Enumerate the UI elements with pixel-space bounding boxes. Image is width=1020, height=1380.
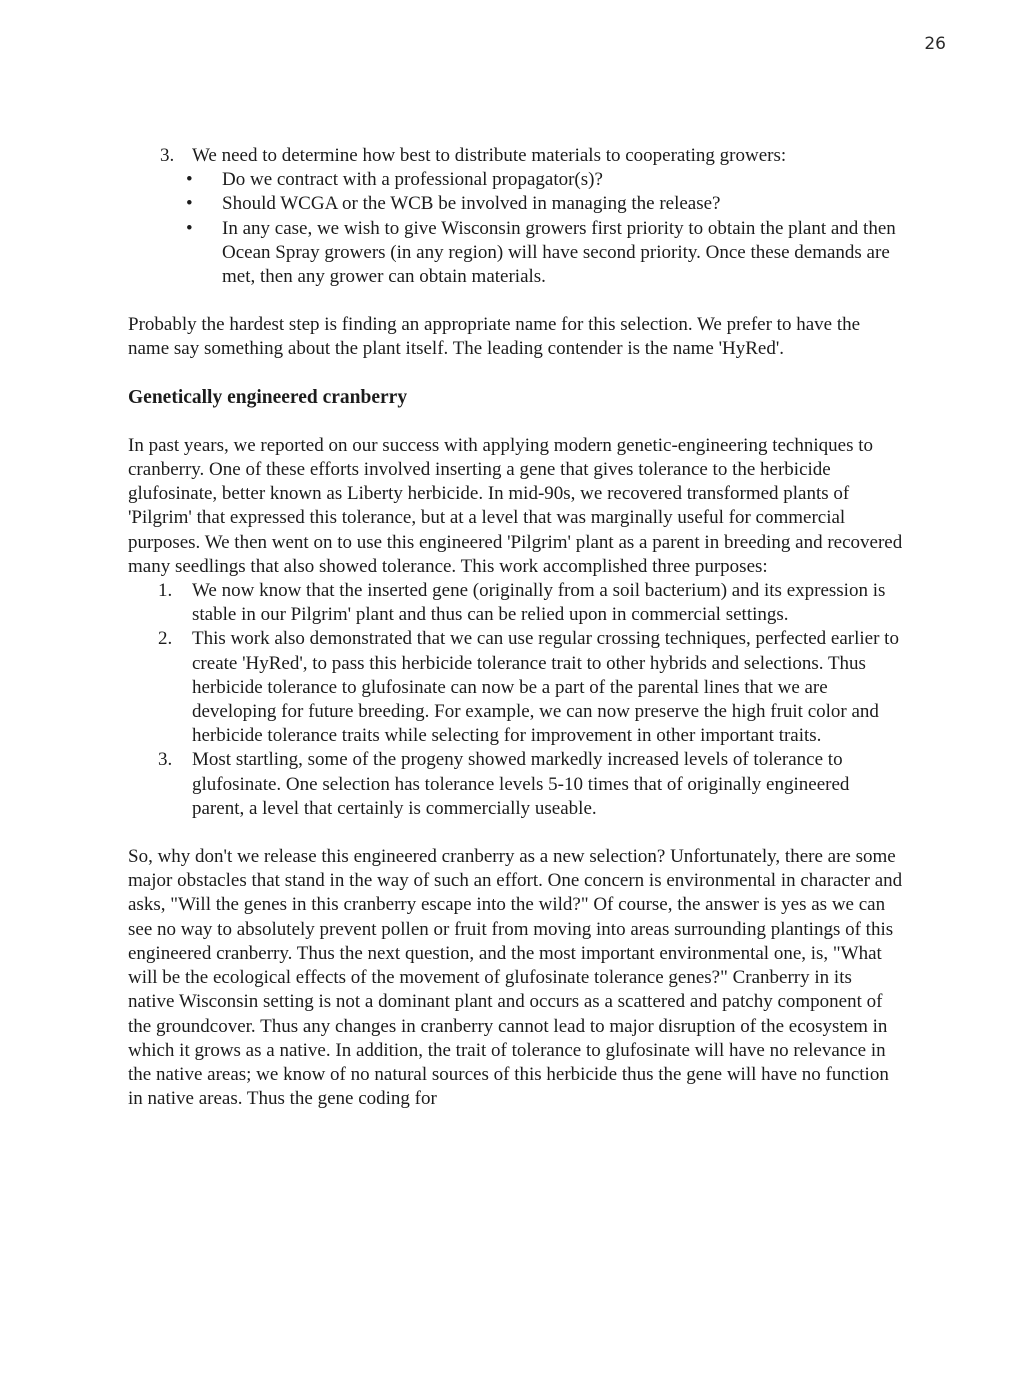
bullet-text: Should WCGA or the WCB be involved in managing the release? (222, 193, 721, 215)
intro-paragraph: In past years, we reported on our success with applying modern genetic-engineering techniques to cranberry. One of these efforts involved inserting a gene that gives tolerance to the herbicide glufosinate, better known as Liberty herbicide. In mid-90s, we recovered transformed plants of 'Pilgrim' that expressed this tolerance, but at a level that was marginally useful for commercial purposes. We then went on to use this engineered 'Pilgrim' plant as a parent in breeding and recovered many seedlings that also showed tolerance. This work accomplished three purposes: (128, 434, 903, 577)
item-number: 3. (160, 145, 175, 166)
purpose-item (128, 579, 903, 627)
purpose-number: 3. (158, 749, 173, 771)
item-text: We need to determine how best to distribute materials to cooperating growers: (192, 145, 787, 166)
purpose-number: 1. (158, 580, 173, 602)
bullet-icon: • (186, 169, 193, 191)
section-heading: Genetically engineered cranberry (128, 386, 408, 408)
bullet-item (128, 168, 903, 192)
document-body (128, 144, 903, 1111)
purposes-list (128, 579, 903, 821)
purpose-text: We now know that the inserted gene (originally from a soil bacterium) and its expression is stable in our Pilgrim' plant and thus can be relied upon in commercial settings. (192, 580, 886, 626)
bullet-text: In any case, we wish to give Wisconsin growers first priority to obtain the plant and then Ocean Spray growers (in any region) will have second priority. Once these demands are met, then any grower can obtain materials. (222, 217, 896, 288)
purpose-item (128, 627, 903, 748)
release-paragraph: So, why don't we release this engineered cranberry as a new selection? Unfortunately, there are some major obstacles that stand in the way of such an effort. One concern is environmental in character and asks, "Will the genes in this cranberry escape into the wild?" Of course, the answer is yes as we can see no way to absolutely prevent pollen or fruit from moving into areas surrounding plantings of this engineered cranberry. Thus the next question, and the most important environmental one, is, "What will be the ecological effects of the movement of glufosinate tolerance genes?" Cranberry in its native Wisconsin setting is not a dominant plant and occurs as a scattered and patchy component of the groundcover. Thus any changes in cranberry cannot lead to major disruption of the ecosystem in which it grows as a native. In addition, the trait of tolerance to glufosinate will have no relevance in the native areas; we know of no natural sources of this herbicide thus the gene will have no function in native areas. Thus the gene coding for (128, 846, 903, 1110)
bullet-text: Do we contract with a professional propagator(s)? (222, 169, 603, 191)
purpose-text: This work also demonstrated that we can use regular crossing techniques, perfected earlier to create 'HyRed', to pass this herbicide tolerance trait to other hybrids and selections. Thus herbicide tolerance to glufosinate can now be a part of the parental lines that we are developing for future breeding. For example, we can now preserve the high fruit color and herbicide tolerance traits while selecting for improvement in other important traits. (192, 628, 899, 747)
page-number: 26 (924, 34, 946, 54)
bullet-icon: • (186, 217, 193, 239)
bullet-item (128, 217, 903, 290)
purpose-text: Most startling, some of the progeny showed markedly increased levels of tolerance to glufosinate. One selection has tolerance levels 5-10 times that of originally engineered parent, a level that certainly is commercially useable. (192, 749, 850, 819)
naming-paragraph: Probably the hardest step is finding an appropriate name for this selection. We prefer to have the name say something about the plant itself. The leading contender is the name 'HyRed'. (128, 314, 861, 360)
bullet-icon: • (186, 193, 193, 215)
purpose-item (128, 748, 903, 821)
purpose-number: 2. (158, 628, 173, 650)
numbered-item-3 (128, 144, 903, 168)
bullet-item (128, 192, 903, 216)
bullet-list (128, 168, 903, 289)
